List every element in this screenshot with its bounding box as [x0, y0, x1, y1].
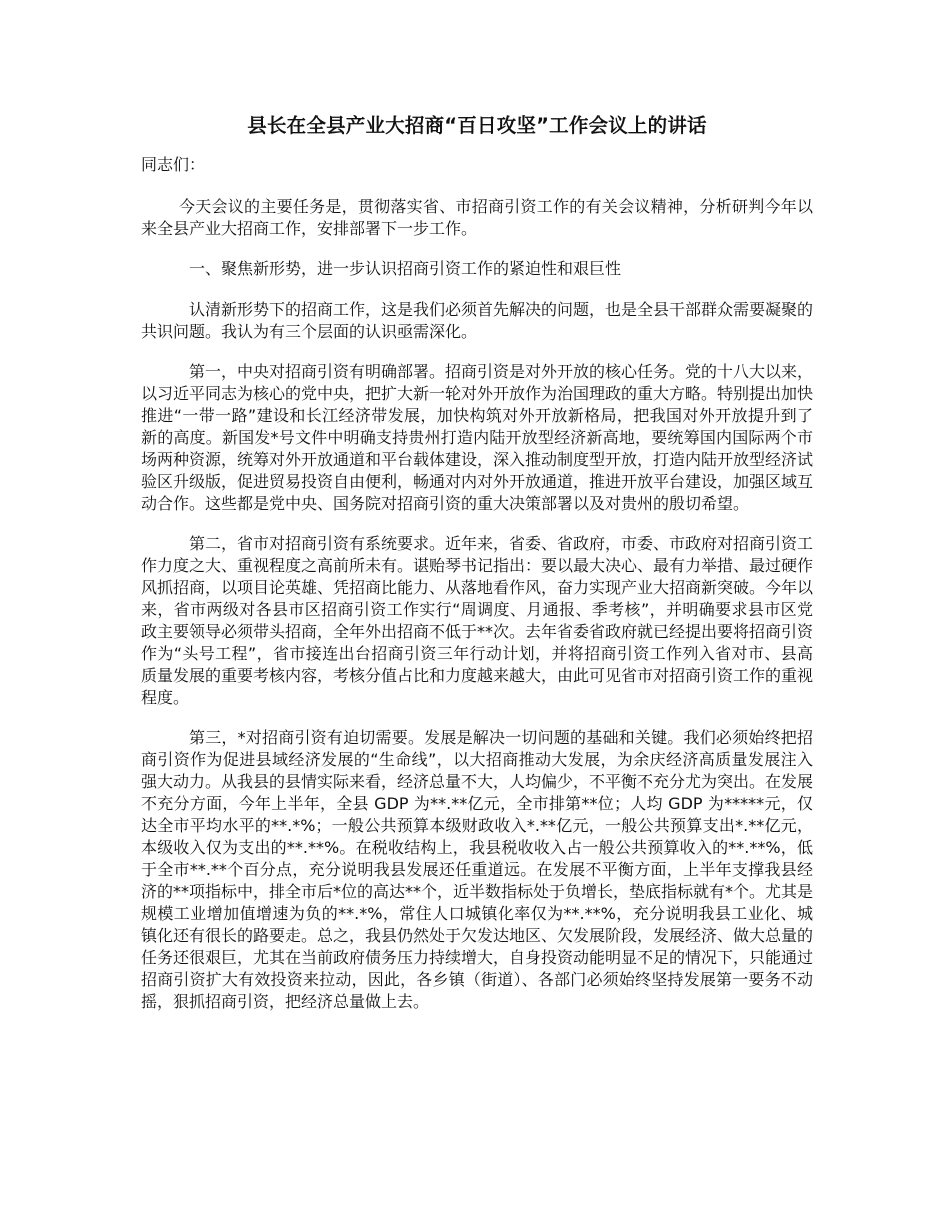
- salutation: 同志们：: [141, 155, 206, 174]
- document-page: [141, 112, 813, 1031]
- section-heading: 一、聚焦新形势，进一步认识招商引资工作的紧迫性和艰巨性: [189, 259, 622, 278]
- document-title: 县长在全县产业大招商“百日攻坚”工作会议上的讲话: [247, 114, 707, 137]
- section-intro-paragraph: 认清新形势下的招商工作，这是我们必须首先解决的问题，也是全县干部群众需要凝聚的共识问题。我认为有三个层面的认识亟需深化。: [141, 300, 814, 341]
- intro-paragraph: 今天会议的主要任务是，贯彻落实省、市招商引资工作的有关会议精神，分析研判今年以来全县产业大招商工作，安排部署下一步工作。: [141, 197, 813, 238]
- point-three-paragraph: 第三，*对招商引资有迫切需要。发展是解决一切问题的基础和关键。我们必须始终把招商引资作为促进县域经济发展的“生命线”，以大招商推动大发展，为余庆经济高质量发展注入强大动力。从我县的县情实际来看，经济总量不大，人均偏少，不平衡不充分尤为突出。在发展不充分方面，今年上半年，全县 GDP 为**.**亿元，全市排第**位；人均 GDP 为*****元，仅达全市平均水平的**.*%；一般公共预算本级财政收入*.**亿元，一般公共预算支出*.**亿元，本级收入仅为支出的**.**%。在税收结构上，我县税收收入占一般公共预算收入的**.**%，低于全市**.**个百分点，充分说明我县发展还任重道远。在发展不平衡方面，上半年支撑我县经济的**项指标中，排全市后*位的高达**个，近半数指标处于负增长，垫底指标就有*个。尤其是规模工业增加值增速为负的**.*%，常住人口城镇化率仅为**.**%，充分说明我县工业化、城镇化还有很长的路要走。总之，我县仍然处于欠发达地区、欠发展阶段，发展经济、做大总量的任务还很艰巨，尤其在当前政府债务压力持续增大，自身投资动能明显不足的情况下，只能通过招商引资扩大有效投资来拉动，因此，各乡镇（街道）、各部门必须始终坚持发展第一要务不动摇，狠抓招商引资，把经济总量做上去。: [141, 728, 814, 1011]
- point-two-paragraph: 第二，省市对招商引资有系统要求。近年来，省委、省政府，市委、市政府对招商引资工作力度之大、重视程度之高前所未有。谌贻琴书记指出：要以最大决心、最有力举措、最过硬作风抓招商，以项目论英雄、凭招商比能力、从落地看作风，奋力实现产业大招商新突破。今年以来，省市两级对各县市区招商引资工作实行“周调度、月通报、季考核”，并明确要求县市区党政主要领导必须带头招商，全年外出招商不低于**次。去年省委省政府就已经提出要将招商引资作为“头号工程”，省市接连出台招商引资三年行动计划，并将招商引资工作列入省对市、县高质量发展的重要考核内容，考核分值占比和力度越来越大，由此可见省市对招商引资工作的重视程度。: [141, 534, 814, 707]
- point-one-paragraph: 第一，中央对招商引资有明确部署。招商引资是对外开放的核心任务。党的十八大以来，以习近平同志为核心的党中央，把扩大新一轮对外开放作为治国理政的重大方略。特别提出加快推进“一带一路”建设和长江经济带发展，加快构筑对外开放新格局，把我国对外开放提升到了新的高度。新国发*号文件中明确支持贵州打造内陆开放型经济新高地，要统筹国内国际两个市场两种资源，统筹对外开放通道和平台载体建设，深入推动制度型开放，打造内陆开放型经济试验区升级版，促进贸易投资自由便利，畅通对内对外开放通道，推进开放平台建设，加强区域互动合作。这些都是党中央、国务院对招商引资的重大决策部署以及对贵州的殷切希望。: [141, 362, 814, 513]
